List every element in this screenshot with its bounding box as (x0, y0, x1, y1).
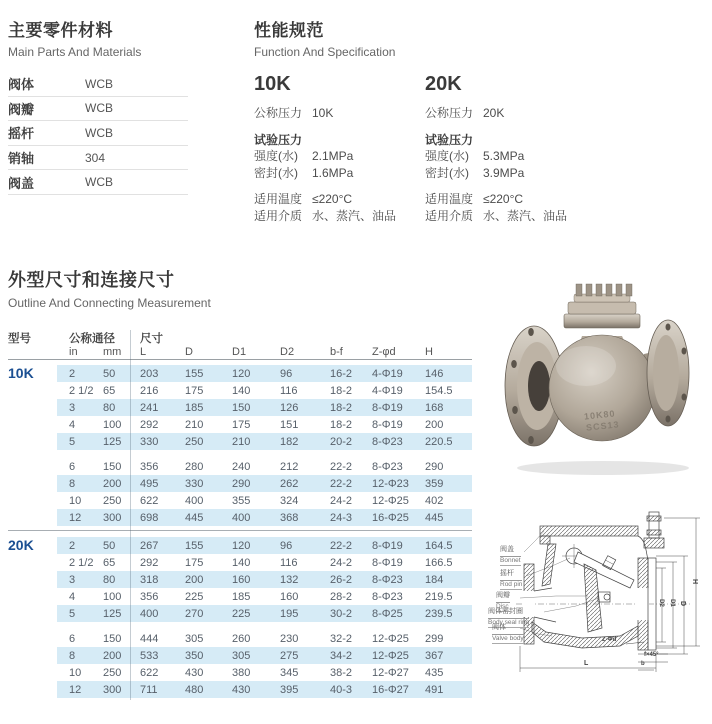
dim-cell: 8 (57, 647, 103, 664)
dim-cell: 292 (140, 418, 159, 431)
dim-table-row (8, 571, 472, 588)
spec-value: 水、蒸汽、油品 (483, 208, 568, 223)
dim-cell: 12-Φ25 (372, 647, 425, 664)
dim-cell: 430 (232, 681, 280, 698)
dim-cell: 6 (69, 632, 76, 645)
dim-cell: 8-Φ25 (372, 605, 425, 622)
dimensions-title-zh: 外型尺寸和连接尺寸 (8, 270, 175, 290)
spec-column-10k (254, 73, 424, 234)
dim-cell: 200 (185, 571, 232, 588)
dim-label-H: H (691, 578, 699, 585)
spec-label: 适用温度 (254, 192, 303, 206)
dim-cell: 16-Φ25 (372, 509, 425, 526)
dim-cell: 5 (57, 605, 103, 622)
dim-cell: 367 (425, 647, 472, 664)
dim-cell: 10 (69, 666, 82, 679)
spec-label: 试验压力 (425, 132, 474, 147)
dim-cell: 622 (140, 666, 159, 679)
dim-cell: 65 (103, 384, 116, 397)
dim-cell: 356 (140, 590, 159, 603)
dim-cell: 140 (232, 556, 251, 569)
spec-row-test-pressure (254, 132, 424, 149)
dim-table-row (8, 475, 472, 492)
dim-table-row (8, 433, 472, 450)
part-label-zh: 摇杆 (500, 570, 522, 581)
dim-cell: 151 (280, 418, 299, 431)
header-D2: D2 (280, 345, 295, 358)
dim-cell: 203 (140, 365, 185, 382)
dim-cell: 200 (425, 418, 444, 431)
dim-cell: 22-2 (330, 460, 353, 473)
table-section-divider (8, 530, 472, 531)
part-label-en: Bonnet (500, 557, 521, 566)
dimension-table-header-group (8, 330, 472, 345)
dim-cell: 622 (140, 494, 159, 507)
dim-cell: 292 (140, 556, 159, 569)
dim-label-b: b (641, 661, 645, 667)
spec-value: 5.3MPa (483, 149, 525, 163)
dimension-table-rows (8, 365, 472, 698)
spec-label: 公称压力 (425, 106, 474, 120)
dim-cell: 260 (232, 632, 251, 645)
table-vertical-divider (130, 330, 131, 700)
materials-row (8, 146, 188, 171)
spec-row-temperature (254, 191, 424, 208)
dim-cell: 18-2 (330, 399, 372, 416)
model-label-20k: 20K (8, 537, 34, 553)
dim-cell: 8-Φ19 (372, 556, 403, 569)
header-D: D (185, 345, 193, 358)
dim-cell: 50 (103, 365, 140, 382)
dim-cell: 200 (103, 475, 140, 492)
dim-cell: 318 (140, 571, 185, 588)
dim-cell: 30-2 (330, 605, 372, 622)
spec-row-medium (254, 208, 424, 225)
dim-cell: 40-3 (330, 681, 372, 698)
dimensions-section-header (8, 266, 478, 310)
spec-row-strength (254, 148, 424, 165)
spec-column-heading: 20K (425, 73, 462, 95)
spec-value: 水、蒸汽、油品 (312, 208, 397, 223)
dim-cell: 150 (103, 460, 122, 473)
dim-cell: 230 (280, 632, 299, 645)
dim-cell: 8 (57, 475, 103, 492)
dim-cell: 164.5 (425, 537, 472, 554)
dim-cell: 250 (103, 494, 122, 507)
materials-section (8, 16, 243, 195)
material-part-name: 阀瓣 (8, 101, 35, 117)
dim-label-z-phi-d: Z-Φd (602, 637, 617, 643)
dim-cell: 155 (185, 365, 232, 382)
dim-cell: 120 (232, 537, 280, 554)
spec-value: ≤220°C (483, 192, 524, 206)
spec-value: 3.9MPa (483, 165, 525, 180)
dim-cell: 175 (232, 418, 251, 431)
spec-label: 适用介质 (425, 208, 474, 223)
material-part-name: 摇杆 (8, 126, 35, 142)
part-label-en: Rod pin (500, 581, 522, 590)
dim-cell: 430 (185, 666, 204, 679)
dim-cell: 12-Φ25 (372, 632, 409, 645)
dim-cell: 290 (232, 475, 280, 492)
spec-row-seal (425, 165, 595, 182)
dim-cell: 96 (280, 365, 330, 382)
spec-row-nominal-pressure (425, 105, 595, 122)
dim-cell: 480 (185, 681, 232, 698)
dim-cell: 12-Φ23 (372, 475, 425, 492)
material-value: 304 (85, 150, 106, 165)
part-label-zh: 阀盖 (500, 546, 521, 557)
dim-cell: 22-2 (330, 537, 372, 554)
material-part-name: 阀盖 (8, 175, 35, 191)
dim-cell: 150 (103, 632, 122, 645)
dim-table-row (8, 537, 472, 554)
dim-cell: 262 (280, 475, 330, 492)
dim-cell: 445 (425, 509, 472, 526)
dim-cell: 184 (425, 571, 472, 588)
dim-cell: 160 (232, 571, 280, 588)
dim-table-row (8, 554, 472, 571)
dim-cell: 24-2 (330, 556, 353, 569)
dim-cell: 356 (140, 460, 159, 473)
dim-cell: 290 (425, 460, 444, 473)
dim-cell: 80 (103, 571, 140, 588)
part-label-zh: 阀体密封圈 (488, 608, 529, 619)
materials-row (8, 121, 188, 146)
dim-cell: 22-2 (330, 475, 372, 492)
dim-cell: 154.5 (425, 384, 453, 397)
dim-table-row (8, 492, 472, 509)
dimensions-title-en: Outline And Connecting Measurement (8, 296, 211, 310)
dim-cell: 300 (103, 509, 140, 526)
dim-cell: 212 (280, 460, 299, 473)
dim-cell: 116 (280, 556, 298, 569)
dim-cell: 324 (280, 494, 299, 507)
dim-cell: 8-Φ23 (372, 590, 403, 603)
part-label-en: Disc (496, 603, 510, 612)
dim-cell: 175 (185, 556, 204, 569)
dim-cell: 380 (232, 666, 251, 679)
dim-cell: 698 (140, 509, 185, 526)
dim-cell: 2 1/2 (69, 384, 94, 397)
part-label-zh: 阀体 (492, 624, 524, 635)
dim-cell: 125 (103, 433, 140, 450)
dim-cell: 210 (185, 418, 204, 431)
header-bf: b-f (330, 345, 343, 358)
dim-cell: 300 (103, 681, 140, 698)
dim-cell: 220.5 (425, 433, 472, 450)
dim-table-row (8, 588, 472, 605)
dim-cell: 250 (185, 433, 232, 450)
dim-cell: 299 (425, 632, 444, 645)
dim-cell: 18-2 (330, 384, 353, 397)
dim-cell: 241 (140, 399, 185, 416)
model-label-10k: 10K (8, 365, 34, 381)
materials-table (8, 72, 243, 195)
dim-cell: 12 (57, 681, 103, 698)
valve-technical-drawing (486, 496, 712, 724)
dim-cell: 400 (232, 509, 280, 526)
dim-cell: 140 (232, 384, 251, 397)
dim-cell: 125 (103, 605, 140, 622)
dim-table-row (8, 605, 472, 622)
dim-cell: 65 (103, 556, 116, 569)
dim-cell: 5 (57, 433, 103, 450)
dim-cell: 24-3 (330, 509, 372, 526)
dim-cell: 330 (185, 475, 232, 492)
dim-cell: 32-2 (330, 632, 353, 645)
dim-cell: 8-Φ19 (372, 418, 403, 431)
spec-label: 密封(水) (254, 165, 298, 180)
dim-cell: 444 (140, 632, 159, 645)
dim-cell: 166.5 (425, 556, 453, 569)
dim-cell: 20-2 (330, 433, 372, 450)
dim-cell: 267 (140, 537, 185, 554)
part-label-valve-body (492, 624, 524, 644)
dim-cell: 8-Φ23 (372, 433, 425, 450)
spec-row-medium (425, 208, 595, 225)
spec-value: 2.1MPa (312, 149, 354, 163)
dim-cell: 24-2 (330, 494, 353, 507)
dim-label-D1: D1 (668, 599, 675, 607)
dim-cell: 8-Φ19 (372, 399, 425, 416)
dim-label-D: D (679, 600, 687, 607)
dim-cell: 305 (232, 647, 280, 664)
spec-label: 密封(水) (425, 165, 469, 180)
dim-cell: 400 (185, 494, 204, 507)
dim-cell: 4 (69, 590, 76, 603)
dim-cell: 240 (232, 460, 251, 473)
part-label-rod-pin (500, 570, 522, 590)
dim-label-D2: D2 (657, 599, 664, 607)
dim-cell: 225 (185, 590, 204, 603)
spec-row-test-pressure (425, 132, 595, 149)
dim-cell: 175 (185, 384, 204, 397)
dim-cell: 270 (185, 605, 232, 622)
dim-table-row (8, 630, 472, 647)
spec-label: 公称压力 (254, 106, 303, 120)
spec-label: 强度(水) (254, 149, 298, 163)
spec-title-zh: 性能规范 (254, 21, 324, 40)
header-H: H (425, 345, 433, 358)
dim-cell: 50 (103, 537, 140, 554)
dim-cell: 160 (280, 590, 299, 603)
spec-column-20k (425, 73, 595, 234)
part-label-bonnet (500, 546, 521, 566)
dim-cell: 8-Φ23 (372, 571, 425, 588)
dim-table-row (8, 416, 472, 433)
swing-check-valve-photo-illustration (498, 270, 706, 480)
dim-cell: 132 (280, 571, 330, 588)
specification-section (254, 16, 704, 233)
dim-table-row (8, 664, 472, 681)
dim-cell: 533 (140, 647, 185, 664)
dim-cell: 250 (103, 666, 122, 679)
dim-cell: 3 (57, 399, 103, 416)
spec-value: 1.6MPa (312, 165, 354, 180)
dim-cell: 305 (185, 632, 204, 645)
dim-cell: 395 (280, 681, 330, 698)
materials-title-zh: 主要零件材料 (8, 21, 113, 40)
dim-cell: 345 (280, 666, 299, 679)
dim-cell: 12-Φ27 (372, 666, 409, 679)
material-value: WCB (85, 76, 113, 91)
header-D1: D1 (232, 345, 247, 358)
dim-cell: 359 (425, 475, 472, 492)
dim-cell: 12 (57, 509, 103, 526)
dim-cell: 146 (425, 365, 472, 382)
valve-product-photo (498, 270, 706, 480)
materials-row (8, 72, 188, 97)
header-nominal-diameter: 公称通径 (69, 333, 115, 345)
dim-cell: 6 (69, 460, 76, 473)
material-part-name: 阀体 (8, 77, 35, 93)
dim-cell: 155 (185, 537, 232, 554)
dim-cell: 4-Φ19 (372, 384, 403, 397)
header-L: L (140, 345, 147, 358)
dim-cell: 2 (57, 537, 103, 554)
dim-cell: 330 (140, 433, 185, 450)
dim-cell: 711 (140, 681, 185, 698)
header-in: in (69, 345, 78, 358)
dim-cell: 195 (280, 605, 330, 622)
dim-label-f45: f×45° (644, 652, 659, 658)
dim-cell: 4 (69, 418, 76, 431)
dim-cell: 16-2 (330, 365, 372, 382)
materials-row (8, 97, 188, 122)
dim-cell: 445 (185, 509, 232, 526)
header-size: 尺寸 (140, 333, 163, 345)
spec-title-en: Function And Specification (254, 45, 396, 59)
dim-label-L: L (584, 660, 589, 667)
dim-cell: 38-2 (330, 666, 353, 679)
dim-cell: 225 (232, 605, 280, 622)
valve-body-marking-1: 10K80 (583, 408, 616, 422)
dim-cell: 16-Φ27 (372, 681, 425, 698)
dim-table-row (8, 399, 472, 416)
part-label-en: Body seal ring (488, 619, 529, 628)
dim-cell: 100 (103, 590, 122, 603)
spec-columns (254, 73, 704, 233)
part-label-en: Valve body (492, 635, 524, 644)
dim-cell: 8-Φ19 (372, 537, 425, 554)
dim-cell: 239.5 (425, 605, 472, 622)
dim-cell: 216 (140, 384, 159, 397)
spec-label: 试验压力 (254, 132, 303, 147)
valve-body-marking-2: SCS13 (585, 419, 620, 433)
dim-cell: 28-2 (330, 590, 353, 603)
dim-cell: 185 (232, 590, 251, 603)
material-value: WCB (85, 101, 113, 116)
dim-cell: 4-Φ19 (372, 365, 425, 382)
dim-cell: 185 (185, 399, 232, 416)
dimension-table (8, 330, 472, 702)
dim-cell: 275 (280, 647, 330, 664)
materials-row (8, 170, 188, 195)
dim-cell: 402 (425, 494, 444, 507)
dim-cell: 34-2 (330, 647, 372, 664)
spec-label: 强度(水) (425, 149, 469, 163)
dim-cell: 26-2 (330, 571, 372, 588)
spec-row-nominal-pressure (254, 105, 424, 122)
spec-value: ≤220°C (312, 192, 353, 206)
dim-cell: 355 (232, 494, 251, 507)
dim-cell: 96 (280, 537, 330, 554)
spec-row-temperature (425, 191, 595, 208)
dim-cell: 10 (69, 494, 82, 507)
dim-table-row (8, 647, 472, 664)
dim-cell: 100 (103, 418, 122, 431)
dim-cell: 126 (280, 399, 330, 416)
dim-cell: 150 (232, 399, 280, 416)
spec-column-heading: 10K (254, 73, 291, 95)
dim-table-row (8, 365, 472, 382)
dim-cell: 3 (57, 571, 103, 588)
dim-cell: 368 (280, 509, 330, 526)
dim-cell: 200 (103, 647, 140, 664)
dim-cell: 8-Φ23 (372, 460, 403, 473)
materials-title-en: Main Parts And Materials (8, 45, 142, 59)
table-header-divider (8, 359, 472, 360)
dimension-table-header-cols (8, 345, 472, 358)
dim-cell: 12-Φ25 (372, 494, 409, 507)
dim-table-row (8, 509, 472, 526)
dim-cell: 219.5 (425, 590, 453, 603)
part-label-zh: 阀瓣 (496, 592, 510, 603)
dim-cell: 116 (280, 384, 298, 397)
header-model: 型号 (8, 333, 31, 345)
spec-value: 20K (483, 106, 505, 120)
dim-cell: 18-2 (330, 418, 353, 431)
material-value: WCB (85, 125, 113, 140)
dim-cell: 400 (140, 605, 185, 622)
header-mm: mm (103, 345, 122, 358)
material-part-name: 销轴 (8, 151, 35, 167)
dim-table-row (8, 458, 472, 475)
dim-cell: 280 (185, 460, 204, 473)
spec-value: 10K (312, 106, 334, 120)
dim-cell: 2 (57, 365, 103, 382)
spec-row-strength (425, 148, 595, 165)
dim-cell: 350 (185, 647, 232, 664)
material-value: WCB (85, 175, 113, 190)
spec-row-seal (254, 165, 424, 182)
header-z-phi-d: Z-φd (372, 345, 396, 358)
dim-cell: 210 (232, 433, 280, 450)
spec-label: 适用温度 (425, 192, 474, 206)
dim-cell: 182 (280, 433, 330, 450)
dim-cell: 495 (140, 475, 185, 492)
dim-cell: 491 (425, 681, 472, 698)
dim-table-row (8, 382, 472, 399)
dim-cell: 2 1/2 (69, 556, 94, 569)
dim-cell: 80 (103, 399, 140, 416)
dim-cell: 435 (425, 666, 444, 679)
dim-table-row (8, 681, 472, 698)
dim-cell: 120 (232, 365, 280, 382)
dim-cell: 168 (425, 399, 472, 416)
spec-label: 适用介质 (254, 208, 303, 223)
